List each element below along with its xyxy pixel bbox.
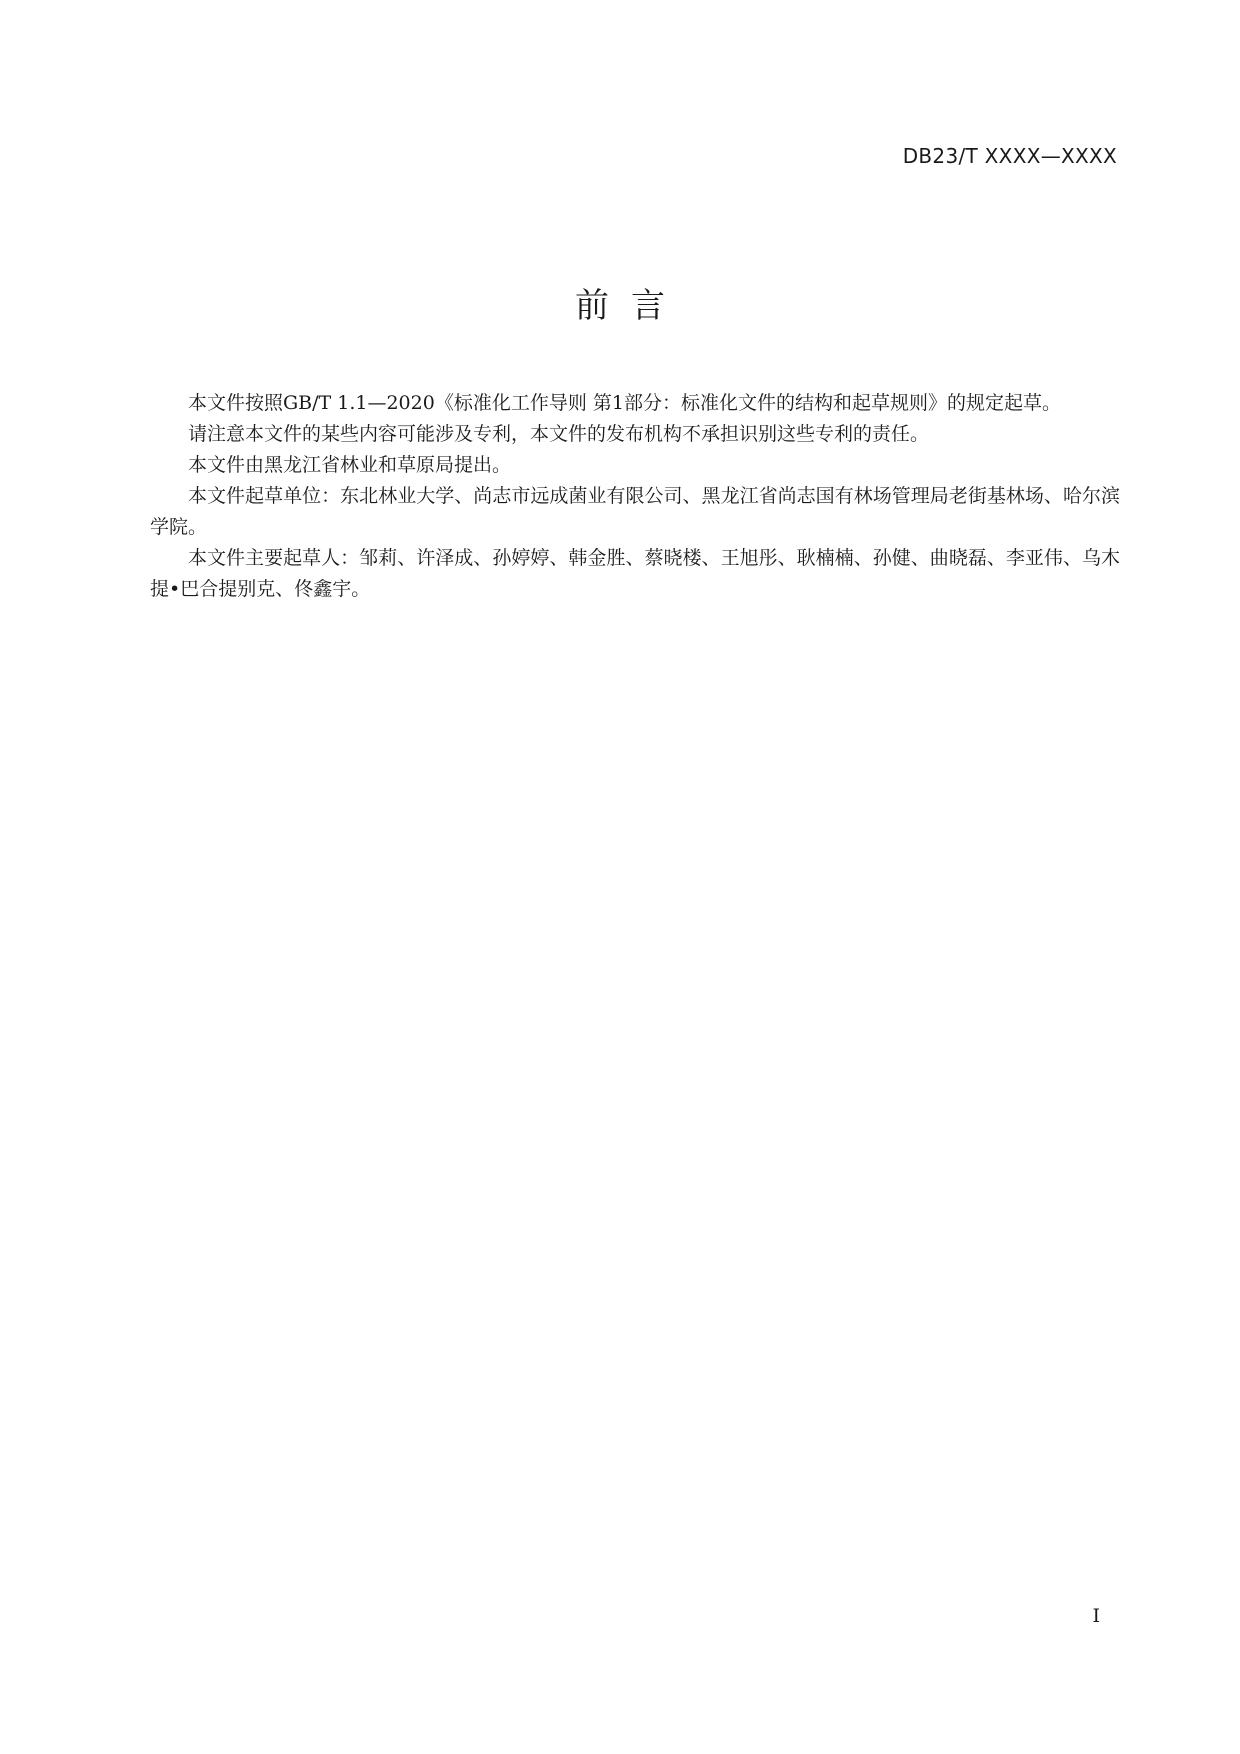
paragraph-proposer: 本文件由黑龙江省林业和草原局提出。	[188, 454, 512, 476]
page-number: I	[1092, 1605, 1100, 1627]
paragraph-drafting-units: 本文件起草单位：东北林业大学、尚志市远成菌业有限公司、黑龙江省尚志国有林场管理局老街基林场、哈尔滨学院。	[150, 485, 1120, 538]
paragraph-drafters: 本文件主要起草人：邹莉、许泽成、孙婷婷、韩金胜、蔡晓楼、王旭彤、耿楠楠、孙健、曲晓磊、李亚伟、乌木提•巴合提别克、佟鑫宇。	[150, 547, 1120, 600]
page-title: 前言	[575, 286, 687, 326]
paragraph-patent-notice: 请注意本文件的某些内容可能涉及专利，本文件的发布机构不承担识别这些专利的责任。	[188, 423, 930, 445]
document-code: DB23/T XXXX—XXXX	[902, 144, 1117, 168]
preface-body	[150, 388, 1120, 605]
paragraph-drafting-basis: 本文件按照GB/T 1.1—2020《标准化工作导则 第1部分：标准化文件的结构和起草规则》的规定起草。	[188, 392, 1061, 414]
